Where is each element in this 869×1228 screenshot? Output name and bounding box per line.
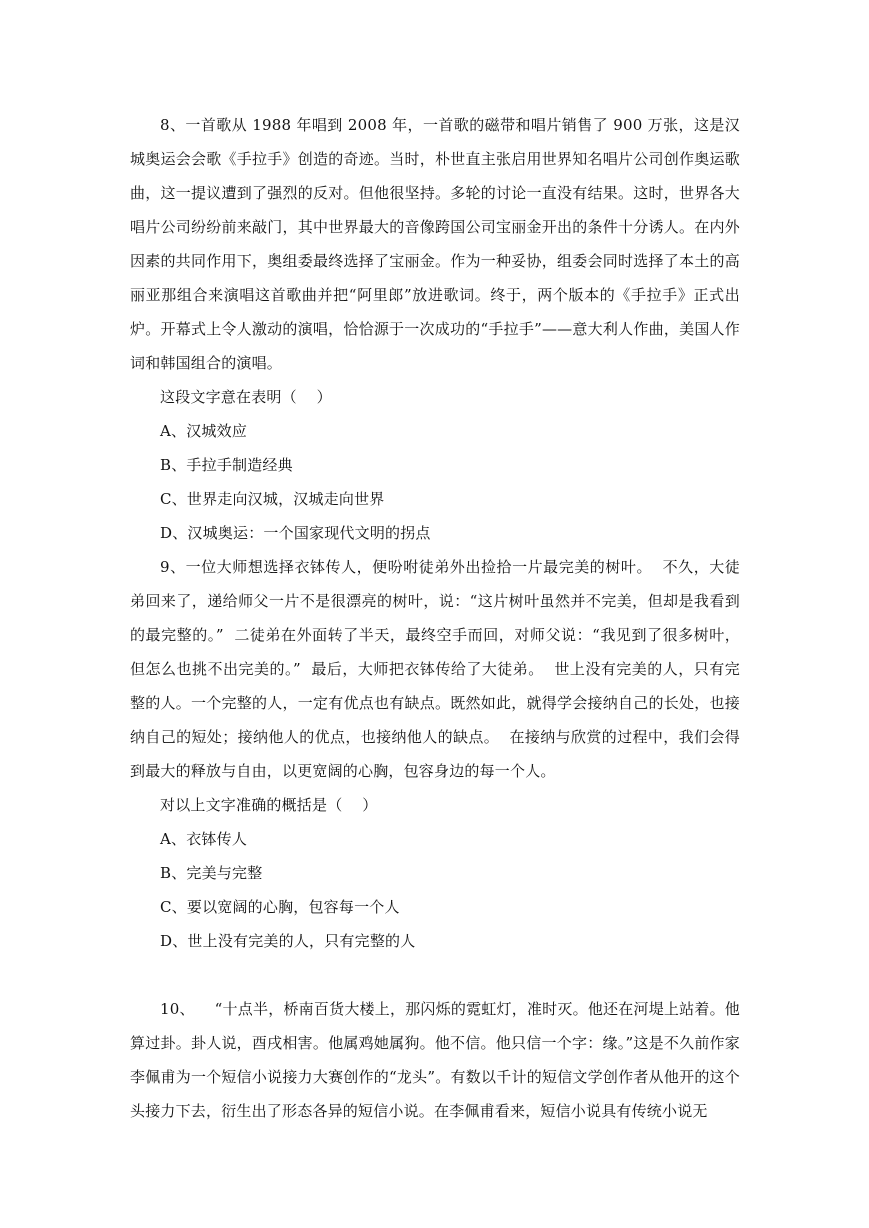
question-8-prompt: 这段文字意在表明（ ） xyxy=(160,388,332,406)
question-8-option-b: B、手拉手制造经典 xyxy=(160,456,293,474)
question-8-option-a: A、汉城效应 xyxy=(160,422,248,440)
question-9-option-c: C、要以宽阔的心胸，包容每一个人 xyxy=(160,898,400,916)
question-9-option-a: A、衣钵传人 xyxy=(160,830,248,848)
question-9-option-d: D、世上没有完美的人，只有完整的人 xyxy=(160,932,416,950)
document-content xyxy=(130,108,740,1128)
question-8-option-d: D、汉城奥运：一个国家现代文明的拐点 xyxy=(160,524,431,542)
section-gap xyxy=(130,958,740,992)
question-9-option-b: B、完美与完整 xyxy=(160,864,263,882)
question-10-passage: 10、 “十点半，桥南百货大楼上，那闪烁的霓虹灯，准时灭。他还在河堤上站着。他算过卦。卦人说，酉戌相害。他属鸡她属狗。他不信。他只信一个字：缘。”这是不久前作家李佩甫为一个短信小说接力大赛创作的“龙头”。有数以千计的短信文学创作者从他开的这个头接力下去，衍生出了形态各异的短信小说。在李佩甫看来，短信小说具有传统小说无 xyxy=(130,1000,740,1120)
question-8-passage: 8、一首歌从 1988 年唱到 2008 年，一首歌的磁带和唱片销售了 900 万张，这是汉城奥运会会歌《手拉手》创造的奇迹。当时，朴世直主张启用世界知名唱片公司创作奥运歌曲，这一提议遭到了强烈的反对。但他很坚持。多轮的讨论一直没有结果。这时，世界各大唱片公司纷纷前来敲门，其中世界最大的音像跨国公司宝丽金开出的条件十分诱人。在内外因素的共同作用下，奥组委最终选择了宝丽金。作为一种妥协，组委会同时选择了本土的高丽亚那组合来演唱这首歌曲并把“阿里郎”放进歌词。终于，两个版本的《手拉手》正式出炉。开幕式上令人激动的演唱，恰恰源于一次成功的“手拉手”——意大利人作曲，美国人作词和韩国组合的演唱。 xyxy=(130,116,740,372)
question-9-prompt: 对以上文字准确的概括是（ ） xyxy=(160,796,378,814)
question-8-option-c: C、世界走向汉城，汉城走向世界 xyxy=(160,490,385,508)
question-9-passage: 9、一位大师想选择衣钵传人，便吩咐徒弟外出捡拾一片最完美的树叶。 不久，大徒弟回来了，递给师父一片不是很漂亮的树叶，说：“这片树叶虽然并不完美，但却是我看到的最完整的。” 二徒弟在外面转了半天，最终空手而回，对师父说：“我见到了很多树叶，但怎么也挑不出完美的。” 最后，大师把衣钵传给了大徒弟。 世上没有完美的人，只有完整的人。一个完整的人，一定有优点也有缺点。既然如此，就得学会接纳自己的长处，也接纳自己的短处；接纳他人的优点，也接纳他人的缺点。 在接纳与欣赏的过程中，我们会得到最大的释放与自由，以更宽阔的心胸，包容身边的每一个人。 xyxy=(130,558,740,780)
